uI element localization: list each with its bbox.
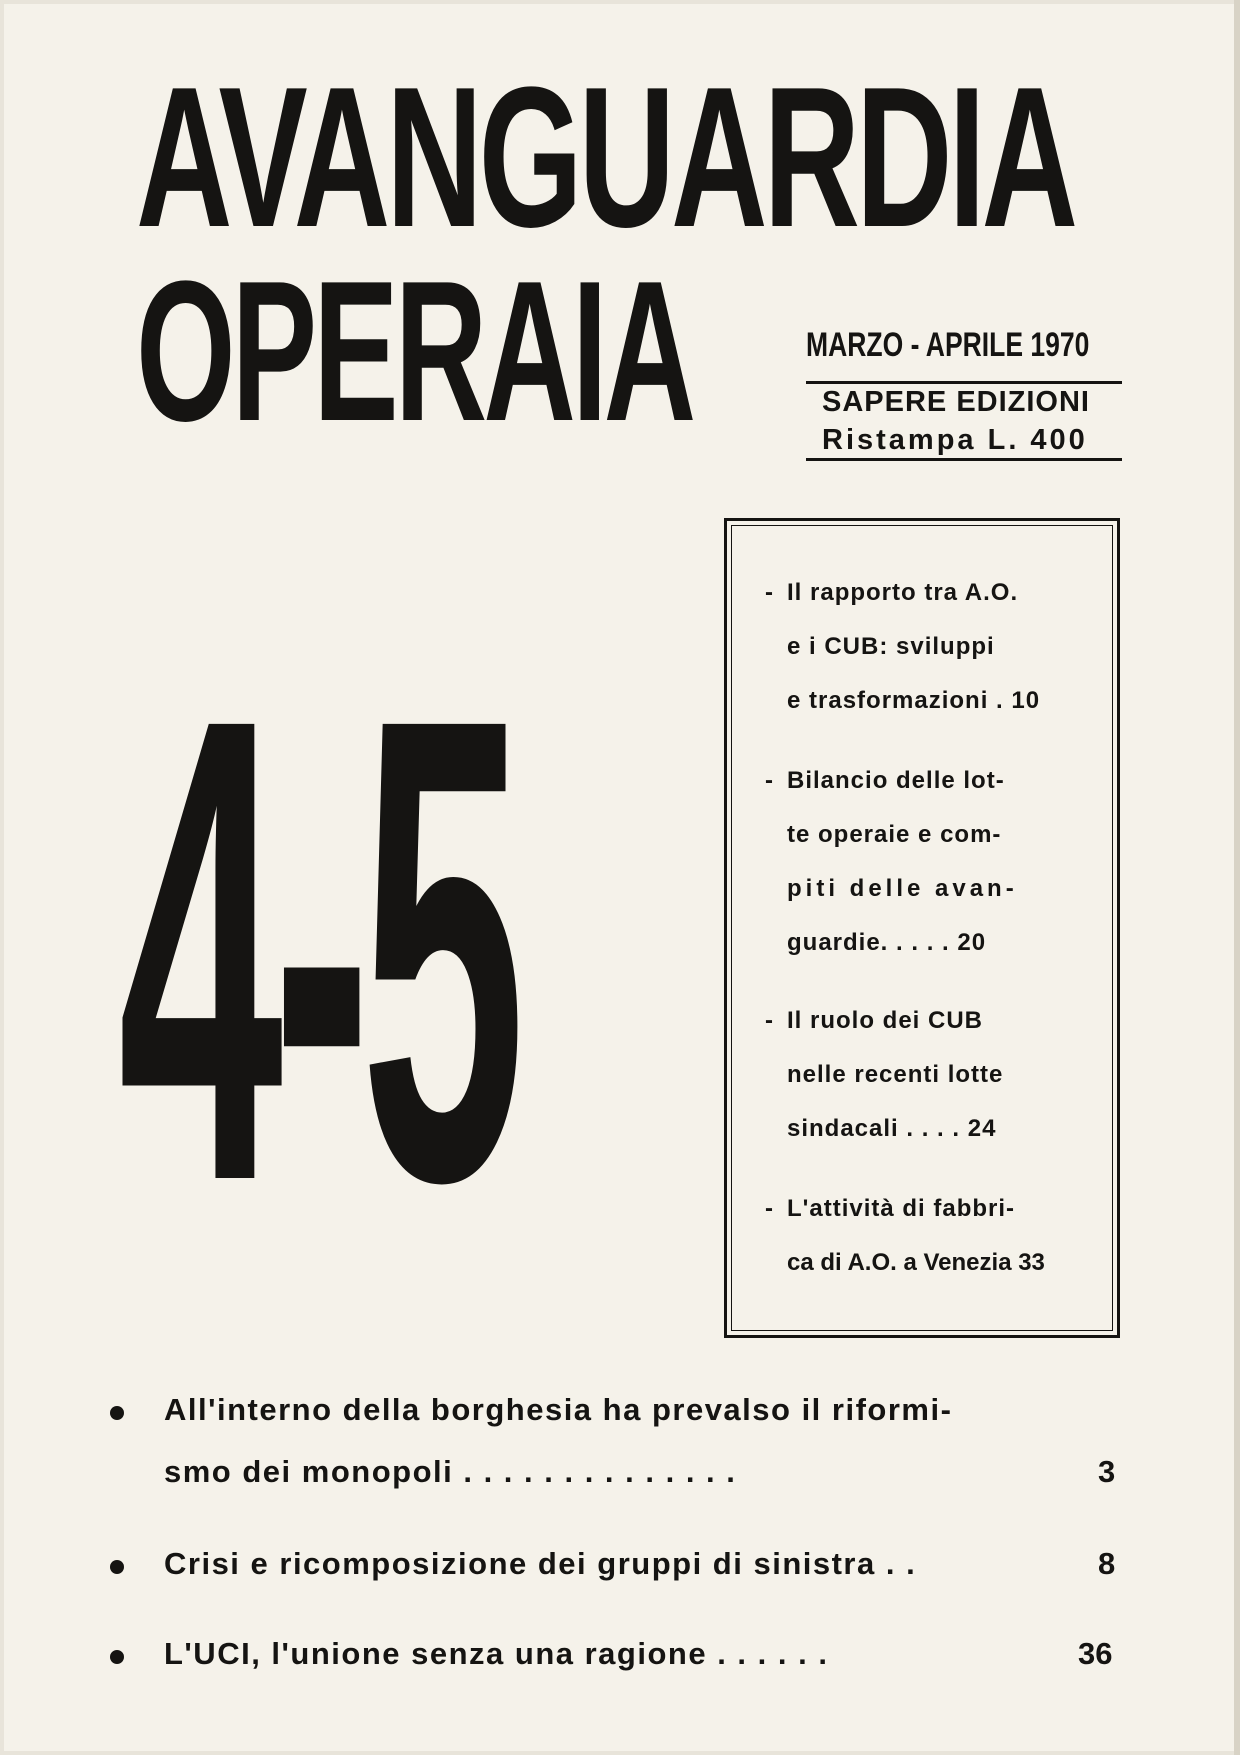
contents-line: e trasformazioni . 10 <box>787 687 1041 714</box>
contents-line: - L'attività di fabbri- <box>765 1195 1016 1222</box>
article-page: 3 <box>1098 1454 1116 1489</box>
article-page: 36 <box>1078 1636 1113 1671</box>
issue-date: MARZO - APRILE 1970 <box>806 326 1090 364</box>
bullet-icon <box>110 1560 124 1574</box>
contents-line: - Bilancio delle lot- <box>765 767 1005 794</box>
reprint-price: Ristampa L. 400 <box>822 424 1088 456</box>
contents-line: piti delle avan- <box>787 875 1018 902</box>
publisher: SAPERE EDIZIONI <box>822 386 1090 418</box>
contents-line: - Il rapporto tra A.O. <box>765 579 1019 606</box>
masthead-line-2: OPERAIA <box>136 240 693 463</box>
article-title: L'UCI, l'unione senza una ragione . . . . . . <box>164 1636 829 1671</box>
contents-line: nelle recenti lotte <box>787 1061 1004 1088</box>
contents-box <box>724 518 1120 1338</box>
issue-number: 4-5 <box>118 581 515 1318</box>
contents-line: e i CUB: sviluppi <box>787 633 995 660</box>
divider-bottom <box>806 458 1122 461</box>
article-title: Crisi e ricomposizione dei gruppi di sinistra . . <box>164 1546 917 1581</box>
article-title: All'interno della borghesia ha prevalso il riformi- <box>164 1392 953 1427</box>
article-page: 8 <box>1098 1546 1116 1581</box>
contents-line: sindacali . . . . 24 <box>787 1115 997 1142</box>
masthead-line-1: AVANGUARDIA <box>136 46 1075 269</box>
contents-line: ca di A.O. a Venezia 33 <box>787 1249 1045 1276</box>
bullet-icon <box>110 1650 124 1664</box>
bullet-icon <box>110 1406 124 1420</box>
contents-line: guardie. . . . . 20 <box>787 929 987 956</box>
article-title-cont: smo dei monopoli . . . . . . . . . . . . . . <box>164 1454 737 1489</box>
page-edge <box>1234 0 1240 1755</box>
contents-line: te operaie e com- <box>787 821 1002 848</box>
contents-line: - Il ruolo dei CUB <box>765 1007 983 1034</box>
divider-top <box>806 381 1122 384</box>
